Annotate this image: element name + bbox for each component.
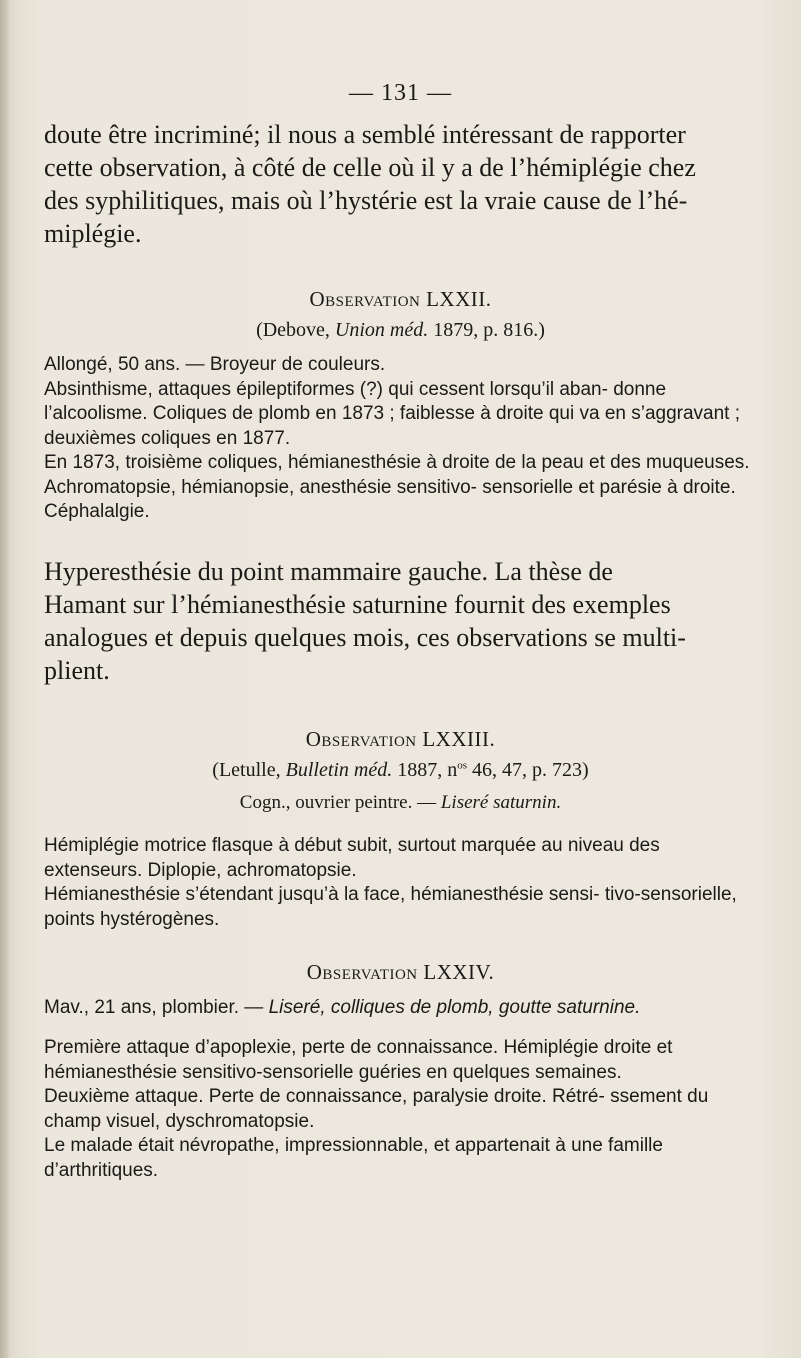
ref-journal: Union méd. xyxy=(334,319,429,341)
observation-73-patient xyxy=(0,792,801,814)
intro-line: miplégie. xyxy=(44,219,142,248)
intro-paragraph xyxy=(44,118,744,250)
middle-paragraph xyxy=(44,555,744,687)
ref-details: 1887, n xyxy=(392,759,458,781)
intro-line: des syphilitiques, mais où l’hystérie est la vraie cause de l’hé- xyxy=(44,186,688,215)
ref-details-end: 46, 47, p. 723) xyxy=(467,759,589,781)
observation-72-body xyxy=(44,353,760,525)
middle-line: Hamant sur l’hémianesthésie saturnine fournit des exemples xyxy=(44,590,671,619)
observation-73-body xyxy=(44,834,760,932)
patient-sign: Liseré saturnin. xyxy=(440,792,562,813)
obs-paragraph: Première attaque d’apoplexie, perte de connaissance. Hémiplégie droite et hémianesthésie sensitivo-sensorielle guéries en quelques semaines. xyxy=(44,1037,673,1083)
obs-paragraph: Absinthisme, attaques épileptiformes (?) qui cessent lorsqu’il aban- donne l’alcoolisme. Coliques de plomb en 1873 ; faiblesse à droite qui va en s’aggravant ; deuxièmes coliques en 1877. xyxy=(44,378,741,449)
ref-superscript: os xyxy=(457,759,468,772)
obs-paragraph: Hémianesthésie s’étendant jusqu’à la face, hémianesthésie sensi- tivo-sensorielle, points hystérogènes. xyxy=(44,884,737,930)
ref-details: 1879, p. 816.) xyxy=(428,319,545,341)
intro-line: cette observation, à côté de celle où il y a de l’hémiplégie chez xyxy=(44,153,696,182)
observation-72-reference xyxy=(0,319,801,342)
patient-line xyxy=(44,996,760,1021)
intro-line: doute être incriminé; il nous a semblé intéressant de rapporter xyxy=(44,120,686,149)
patient-sign: Liseré, colliques de plomb, goutte saturnine. xyxy=(268,997,641,1018)
obs-paragraph: En 1873, troisième coliques, hémianesthésie à droite de la peau et des muqueuses. Achromatopsie, hémianopsie, anesthésie sensitivo- sensorielle et parésie à droite. Céphalalgie. xyxy=(44,452,750,522)
middle-line: plient. xyxy=(44,656,110,685)
observation-73-reference xyxy=(0,759,801,782)
patient-info: Mav., 21 ans, plombier. — xyxy=(44,997,269,1018)
binding-shadow xyxy=(0,0,10,1358)
observation-74-patient xyxy=(44,996,760,1021)
obs-paragraph: Le malade était névropathe, impressionnable, et appartenait à une famille d’arthritiques. xyxy=(44,1135,663,1181)
ref-author: (Debove, xyxy=(256,319,335,341)
observation-74-body xyxy=(44,1036,760,1183)
obs-paragraph: Hémiplégie motrice flasque à début subit, surtout marquée au niveau des extenseurs. Diplopie, achromatopsie. xyxy=(44,835,660,881)
middle-line: analogues et depuis quelques mois, ces observations se multi- xyxy=(44,623,686,652)
ref-author: (Letulle, xyxy=(212,759,286,781)
observation-72-heading: Observation LXXII. xyxy=(309,287,492,311)
middle-line: Hyperesthésie du point mammaire gauche. La thèse de xyxy=(44,557,613,586)
obs-paragraph: Deuxième attaque. Perte de connaissance, paralysie droite. Rétré- ssement du champ visuel, dyschromatopsie. xyxy=(44,1086,709,1132)
obs-paragraph: Allongé, 50 ans. — Broyeur de couleurs. xyxy=(44,354,386,375)
page-number: — 131 — xyxy=(349,80,452,106)
observation-74-heading: Observation LXXIV. xyxy=(306,960,495,984)
observation-73-heading: Observation LXXIII. xyxy=(305,727,496,751)
ref-journal: Bulletin méd. xyxy=(285,759,393,781)
patient-info: Cogn., ouvrier peintre. — xyxy=(239,792,441,813)
